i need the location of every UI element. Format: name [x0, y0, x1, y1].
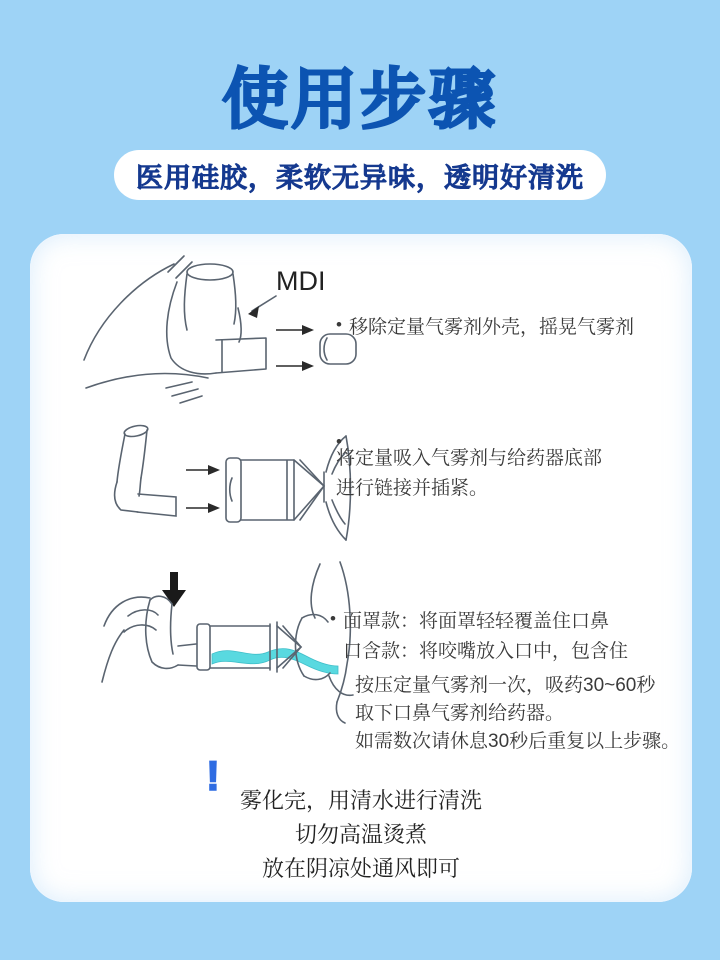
subtitle-banner [114, 150, 606, 200]
step3-line2: 口含款：将咬嘴放入口中，包含住 [343, 641, 629, 662]
step2-connect-illustration [88, 420, 352, 556]
medication-mist [212, 649, 338, 674]
mdi-arrow-icon [248, 306, 259, 318]
mdi-inhaler-illustration [70, 248, 362, 410]
bullet-icon: • [336, 432, 342, 451]
spacer-chamber [241, 460, 294, 520]
step3-extra-line3: 如需数次请休息30秒后重复以上步骤。 [355, 731, 681, 752]
step3-inhale-illustration [100, 560, 356, 732]
right-arrow-lines [276, 330, 302, 366]
step3-extra-line1: 按压定量气雾剂一次，吸药30~60秒 [355, 675, 656, 696]
subtitle-banner-text: 医用硅胶，柔软无异味，透明好清洗 [136, 162, 584, 193]
page-title: 使用步骤 [222, 62, 498, 136]
press-down-arrow-icon [162, 572, 186, 607]
arrow-heads [186, 465, 220, 513]
right-arrow-lines [186, 470, 208, 508]
step1-mdi-shake-illustration [70, 248, 362, 410]
care-note-line3: 放在阴凉处通风即可 [261, 856, 460, 881]
step2-line1: 将定量吸入气雾剂与给药器底部 [336, 448, 603, 469]
right-arrow-icon [302, 325, 314, 335]
right-arrow-icon [208, 465, 220, 475]
step3-extra-text [355, 672, 695, 756]
step2-text [336, 432, 676, 504]
right-arrow-icon [302, 361, 314, 371]
face-mask [295, 618, 304, 676]
step1-text [336, 310, 676, 343]
care-note-line1: 雾化完，用清水进行清洗 [239, 788, 482, 813]
step1-line1: 移除定量气雾剂外壳，摇晃气雾剂 [349, 317, 635, 338]
spacer-connect-illustration [88, 420, 352, 556]
step3-line1: 面罩款：将面罩轻轻覆盖住口鼻 [343, 611, 610, 632]
step2-line2: 进行链接并插紧。 [336, 478, 489, 499]
inhale-mask-illustration [100, 560, 356, 732]
care-note [30, 784, 692, 886]
step3-extra-line2: 取下口鼻气雾剂给药器。 [355, 703, 565, 724]
line-art [102, 562, 353, 723]
face-profile [311, 564, 320, 618]
step3-text [330, 604, 680, 667]
spacer-back-plate [226, 458, 241, 522]
right-arrow-icon [208, 503, 220, 513]
steps-card [30, 234, 692, 902]
mdi-label: MDI [276, 266, 326, 296]
bullet-icon: • [330, 609, 336, 628]
line-art [115, 424, 351, 540]
care-note-line2: 切勿高温烫煮 [294, 822, 427, 847]
bullet-icon: • [336, 315, 342, 334]
exclamation-icon: ! [206, 752, 220, 799]
